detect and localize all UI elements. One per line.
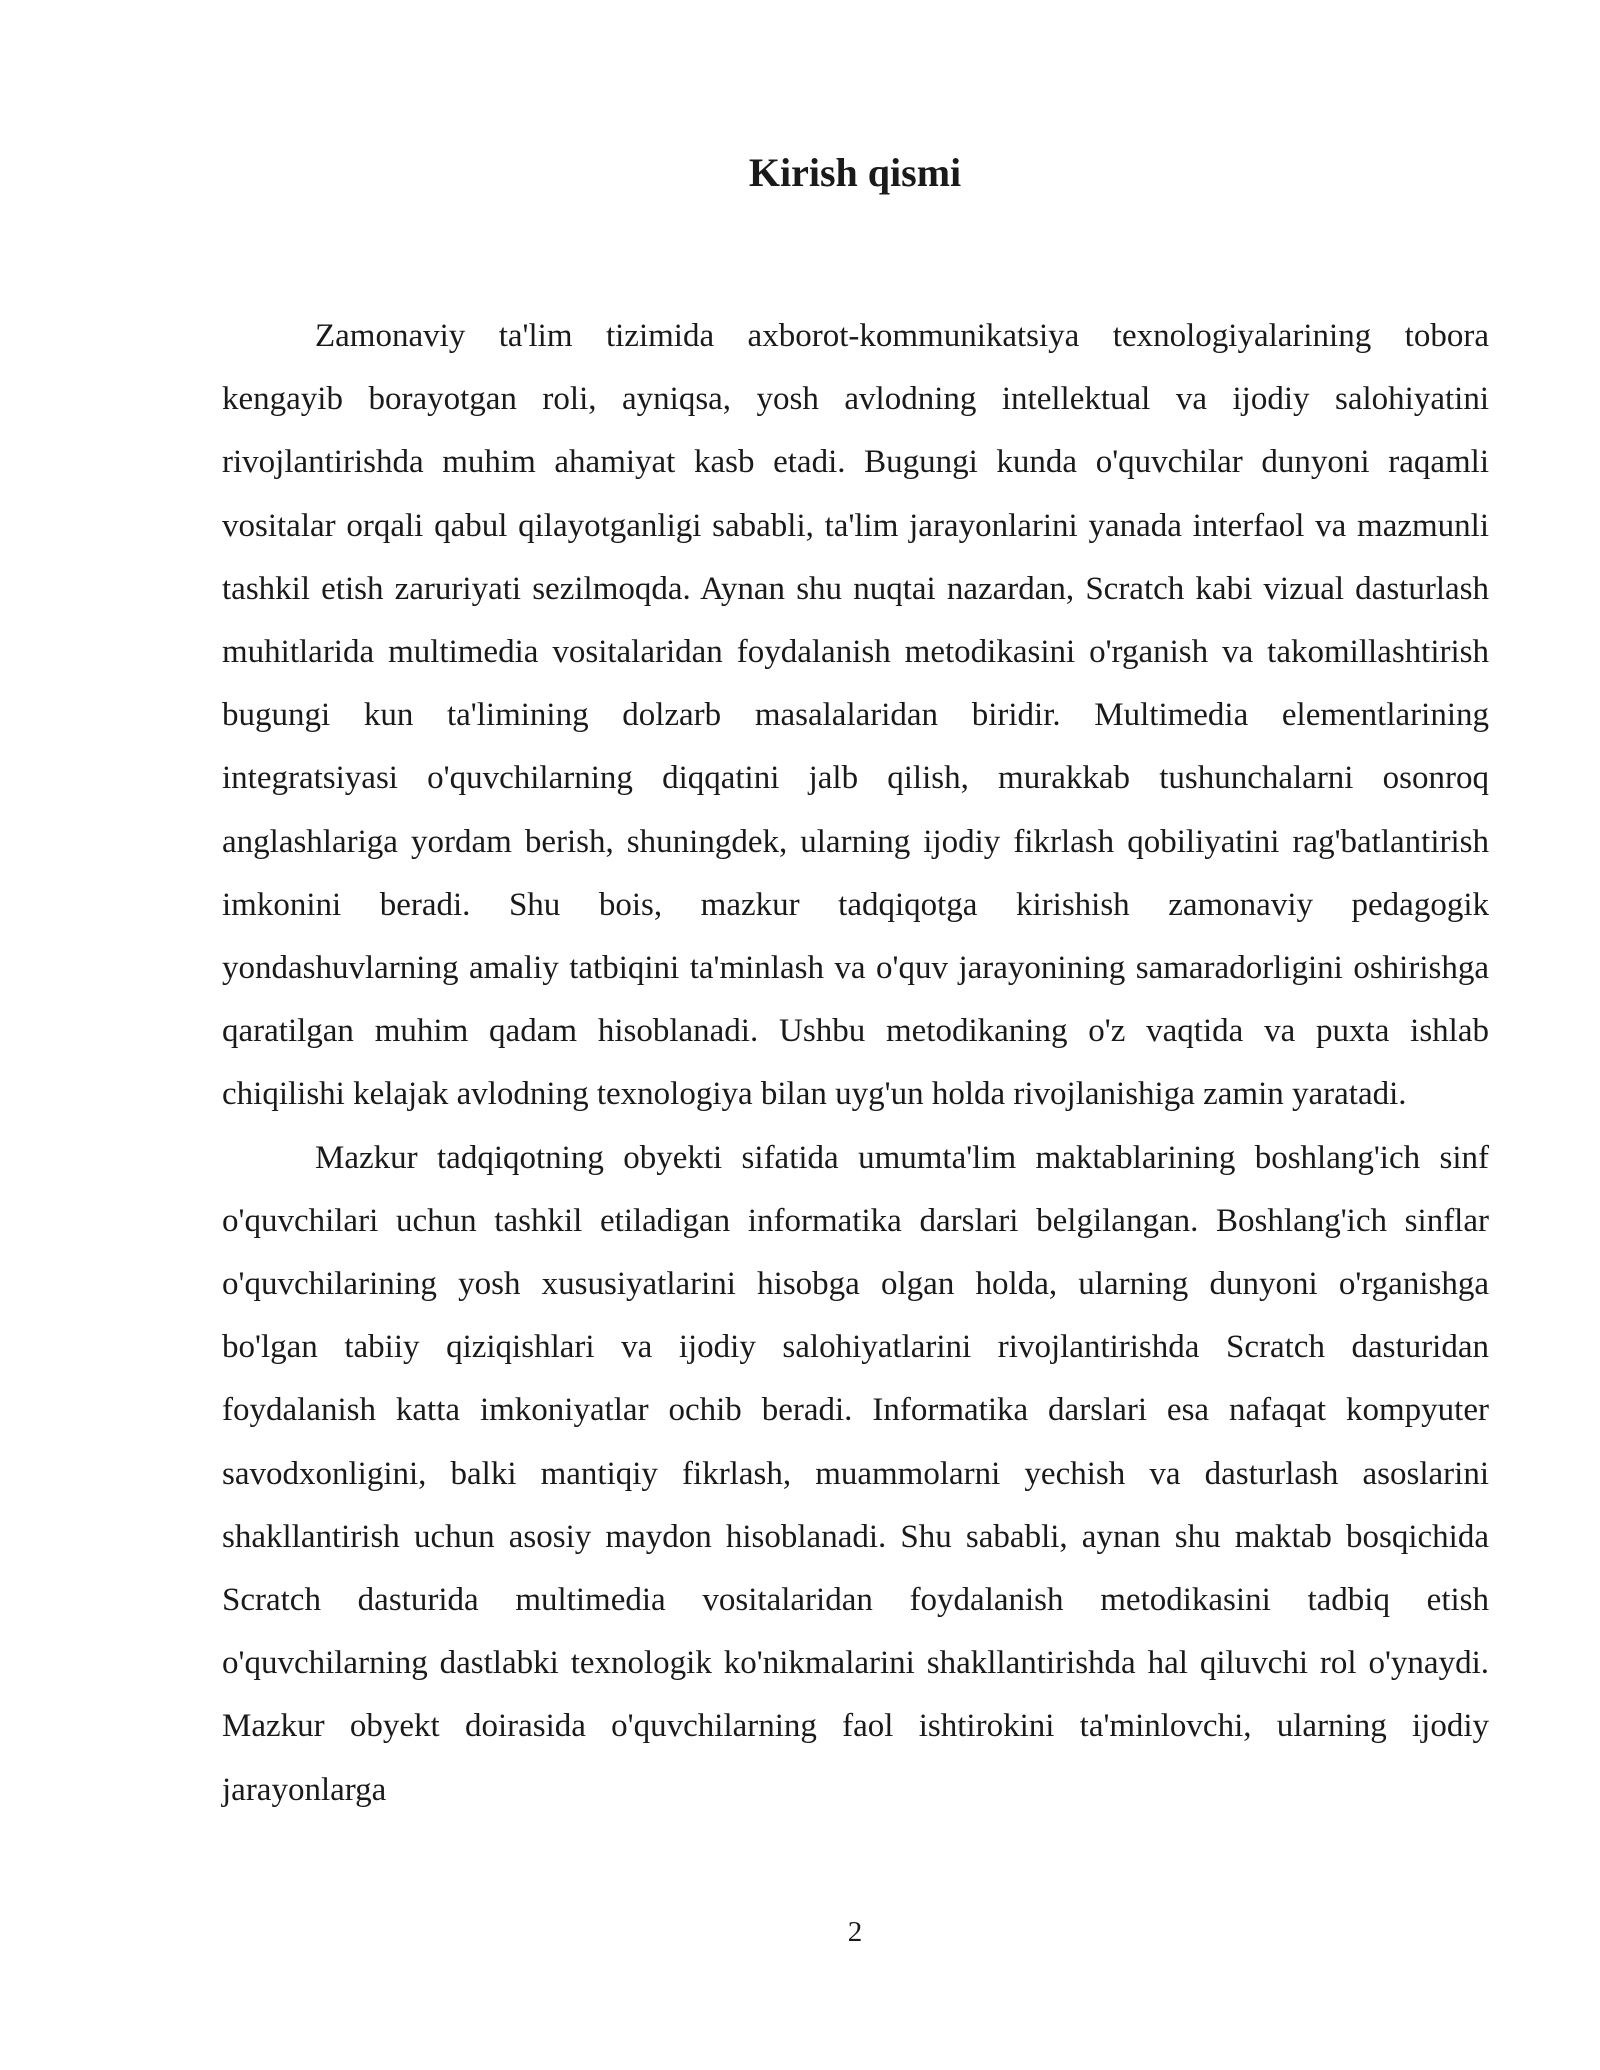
paragraph-2: Mazkur tadqiqotning obyekti sifatida umumta'lim maktablarining boshlang'ich sinf o'quvchilari uchun tashkil etiladigan informatika darslari belgilangan. Boshlang'ich sinflar o'quvchilarining yosh xususiyatlarini hisobga olgan holda, ularning dunyoni o'rganishga bo'lgan tabiiy qiziqishlari va ijodiy salohiyatlarini rivojlantirishda Scratch dasturidan foydalanish katta imkoniyatlar ochib beradi. Informatika darslari esa nafaqat kompyuter savodxonligini, balki mantiqiy fikrlash, muammolarni yechish va dasturlash asoslarini shakllantirish uchun asosiy maydon hisoblanadi. Shu sababli, aynan shu maktab bosqichida Scratch dasturida multimedia vositalaridan foydalanish metodikasini tadbiq etish o'quvchilarning dastlabki texnologik ko'nikmalarini shakllantirishda hal qiluvchi rol o'ynaydi. Mazkur obyekt doirasida o'quvchilarning faol ishtirokini ta'minlovchi, ularning ijodiy jarayonlarga: [222, 1139, 1489, 1808]
body-text: [222, 305, 1489, 1822]
page-number: 2: [847, 1916, 863, 1948]
paragraph-1: Zamonaviy ta'lim tizimida axborot-kommunikatsiya texnologiyalarining tobora kengayib borayotgan roli, ayniqsa, yosh avlodning intellektual va ijodiy salohiyatini rivojlantirishda muhim ahamiyat kasb etadi. Bugungi kunda o'quvchilar dunyoni raqamli vositalar orqali qabul qilayotganligi sababli, ta'lim jarayonlarini yanada interfaol va mazmunli tashkil etish zaruriyati sezilmoqda. Aynan shu nuqtai nazardan, Scratch kabi vizual dasturlash muhitlarida multimedia vositalaridan foydalanish metodikasini o'rganish va takomillashtirish bugungi kun ta'limining dolzarb masalalaridan biridir. Multimedia elementlarining integratsiyasi o'quvchilarning diqqatini jalb qilish, murakkab tushunchalarni osonroq anglashlariga yordam berish, shuningdek, ularning ijodiy fikrlash qobiliyatini rag'batlantirish imkonini beradi. Shu bois, mazkur tadqiqotga kirishish zamonaviy pedagogik yondashuvlarning amaliy tatbiqini ta'minlash va o'quv jarayonining samaradorligini oshirishga qaratilgan muhim qadam hisoblanadi. Ushbu metodikaning o'z vaqtida va puxta ishlab chiqilishi kelajak avlodning texnologiya bilan uyg'un holda rivojlanishiga zamin yaratadi.: [222, 318, 1489, 1113]
section-title: Kirish qismi: [748, 150, 962, 195]
